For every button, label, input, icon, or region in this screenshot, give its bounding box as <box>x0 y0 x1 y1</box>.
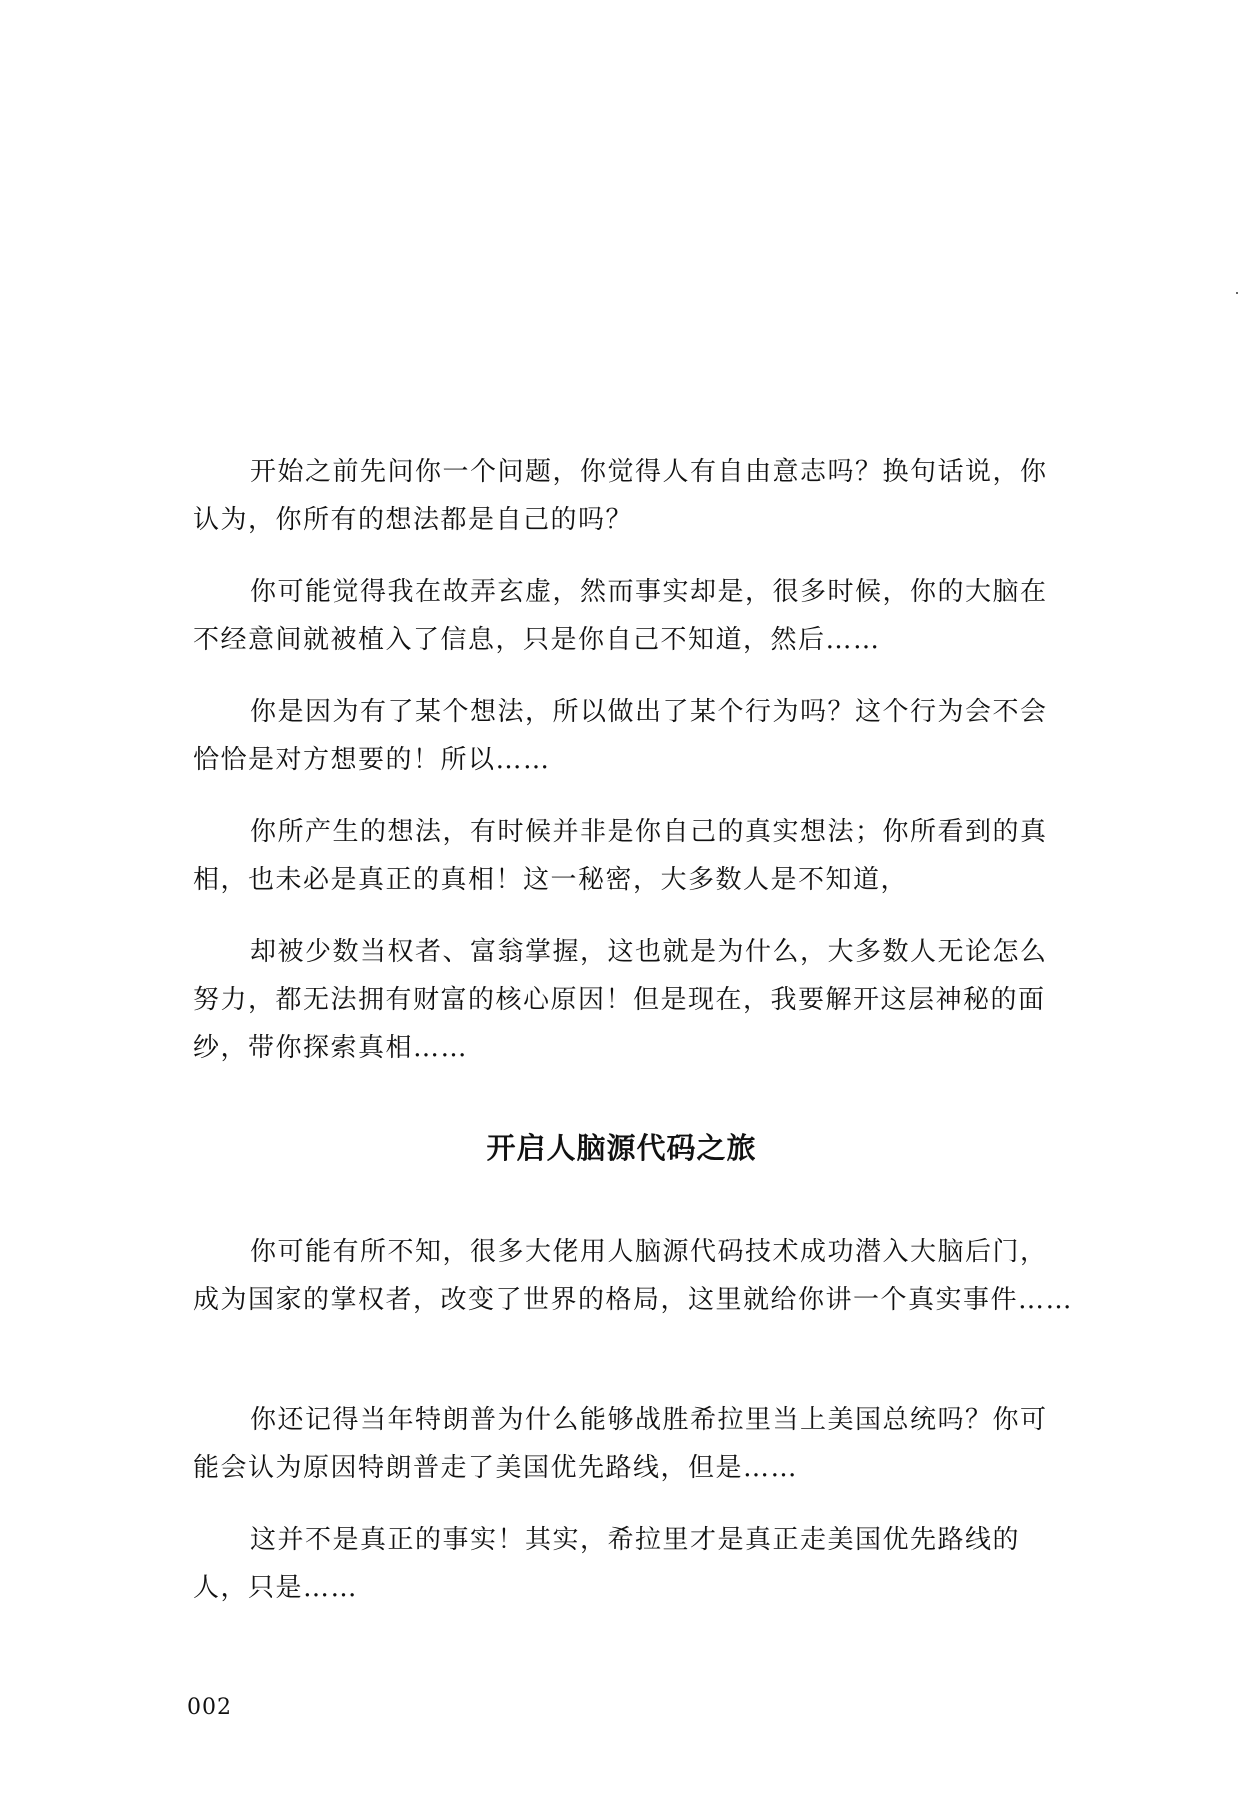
section-paragraph-3: 这并不是真正的事实！其实，希拉里才是真正走美国优先路线的人，只是…… <box>193 1525 1021 1603</box>
section-heading: 开启人脑源代码之旅 <box>486 1131 757 1165</box>
page-number: 002 <box>187 1695 232 1720</box>
section-paragraph-1: 你可能有所不知，很多大佬用人脑源代码技术成功潜入大脑后门，成为国家的掌权者，改变了世界的格局，这里就给你讲一个真实事件…… <box>193 1237 1074 1315</box>
stray-dot <box>1236 292 1238 294</box>
paragraph-4: 你所产生的想法，有时候并非是你自己的真实想法；你所看到的真相，也未必是真正的真相！这一秘密，大多数人是不知道， <box>193 817 1048 895</box>
paragraph-3: 你是因为有了某个想法，所以做出了某个行为吗？这个行为会不会恰恰是对方想要的！所以…… <box>193 697 1048 775</box>
section-paragraph-2: 你还记得当年特朗普为什么能够战胜希拉里当上美国总统吗？你可能会认为原因特朗普走了美国优先路线，但是…… <box>193 1405 1048 1483</box>
paragraph-5: 却被少数当权者、富翁掌握，这也就是为什么，大多数人无论怎么努力，都无法拥有财富的核心原因！但是现在，我要解开这层神秘的面纱，带你探索真相…… <box>193 937 1048 1063</box>
paragraph-2: 你可能觉得我在故弄玄虚，然而事实却是，很多时候，你的大脑在不经意间就被植入了信息，只是你自己不知道，然后…… <box>193 577 1048 655</box>
paragraph-1: 开始之前先问你一个问题，你觉得人有自由意志吗？换句话说，你认为，你所有的想法都是自己的吗？ <box>193 457 1048 535</box>
